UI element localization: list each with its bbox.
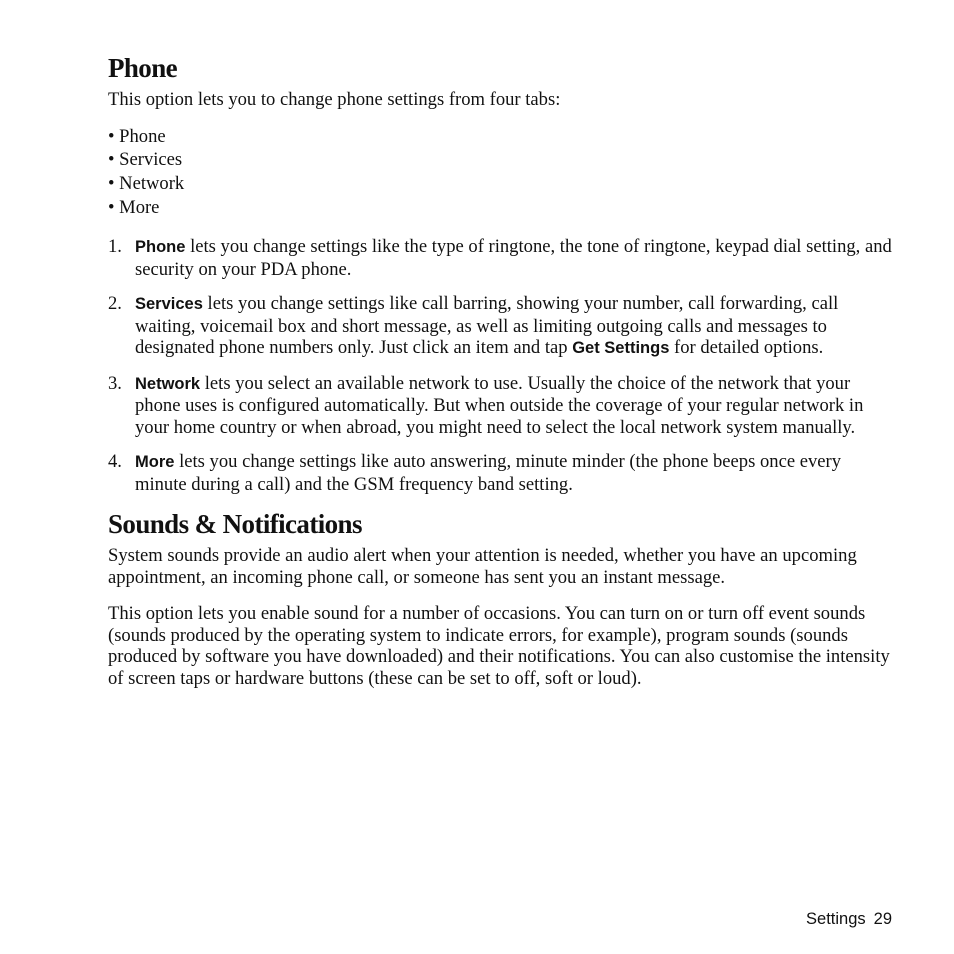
item-number: 2. bbox=[108, 293, 122, 315]
item-text: lets you select an available network to use. Usually the choice of the network that your phone uses is configured automatically. But when outside the coverage of your regular network in your home country or when abroad, you might need to select the local network system manually. bbox=[135, 372, 864, 438]
list-item-network bbox=[108, 373, 894, 439]
page-number: 29 bbox=[873, 910, 892, 928]
list-item-phone bbox=[108, 236, 894, 280]
bullet-item: • Network bbox=[108, 172, 185, 194]
tabs-numbered-list bbox=[108, 236, 894, 495]
bullet-item: • More bbox=[108, 196, 160, 218]
term-get-settings: Get Settings bbox=[572, 339, 670, 358]
term-services: Services bbox=[135, 295, 203, 314]
sounds-paragraph-1: System sounds provide an audio alert when your attention is needed, whether you have an upcoming appointment, an incoming phone call, or someone has sent you an instant message. bbox=[108, 545, 857, 588]
item-text: for detailed options. bbox=[669, 337, 824, 359]
item-number: 1. bbox=[108, 236, 122, 258]
sounds-paragraph-2: This option lets you enable sound for a number of occasions. You can turn on or turn off event sounds (sounds produced by the operating system to indicate errors, for example), program sounds (sounds produced by software you have downloaded) and their notifications. You can also customise the intensity of screen taps or hardware buttons (these can be set to off, soft or loud). bbox=[108, 603, 890, 689]
item-number: 3. bbox=[108, 372, 122, 394]
term-more: More bbox=[135, 453, 175, 472]
phone-intro: This option lets you to change phone settings from four tabs: bbox=[108, 89, 561, 110]
bullet-item: • Phone bbox=[108, 125, 166, 147]
list-item-more bbox=[108, 451, 894, 495]
phone-heading: Phone bbox=[108, 53, 178, 83]
document-page bbox=[108, 52, 894, 689]
bullet-item: • Services bbox=[108, 149, 183, 171]
term-phone: Phone bbox=[135, 238, 186, 257]
tabs-bullet-list bbox=[108, 125, 894, 220]
sounds-heading: Sounds & Notifications bbox=[108, 509, 362, 540]
footer-section-name: Settings bbox=[806, 910, 866, 928]
item-number: 4. bbox=[108, 451, 122, 473]
item-text: lets you change settings like the type of ringtone, the tone of ringtone, keypad dial setting, and security on your PDA phone. bbox=[135, 236, 892, 280]
item-text: lets you change settings like auto answering, minute minder (the phone beeps once every minute during a call) and the GSM frequency band setting. bbox=[135, 451, 842, 495]
page-footer bbox=[806, 909, 892, 929]
item-text: lets you change settings like call barring, showing your number, call forwarding, call waiting, voicemail box and short message, as well as limiting outgoing calls and messages to designated phone numbers only. Just click an item and tap bbox=[135, 293, 839, 359]
term-network: Network bbox=[135, 374, 201, 393]
list-item-services bbox=[108, 293, 894, 360]
